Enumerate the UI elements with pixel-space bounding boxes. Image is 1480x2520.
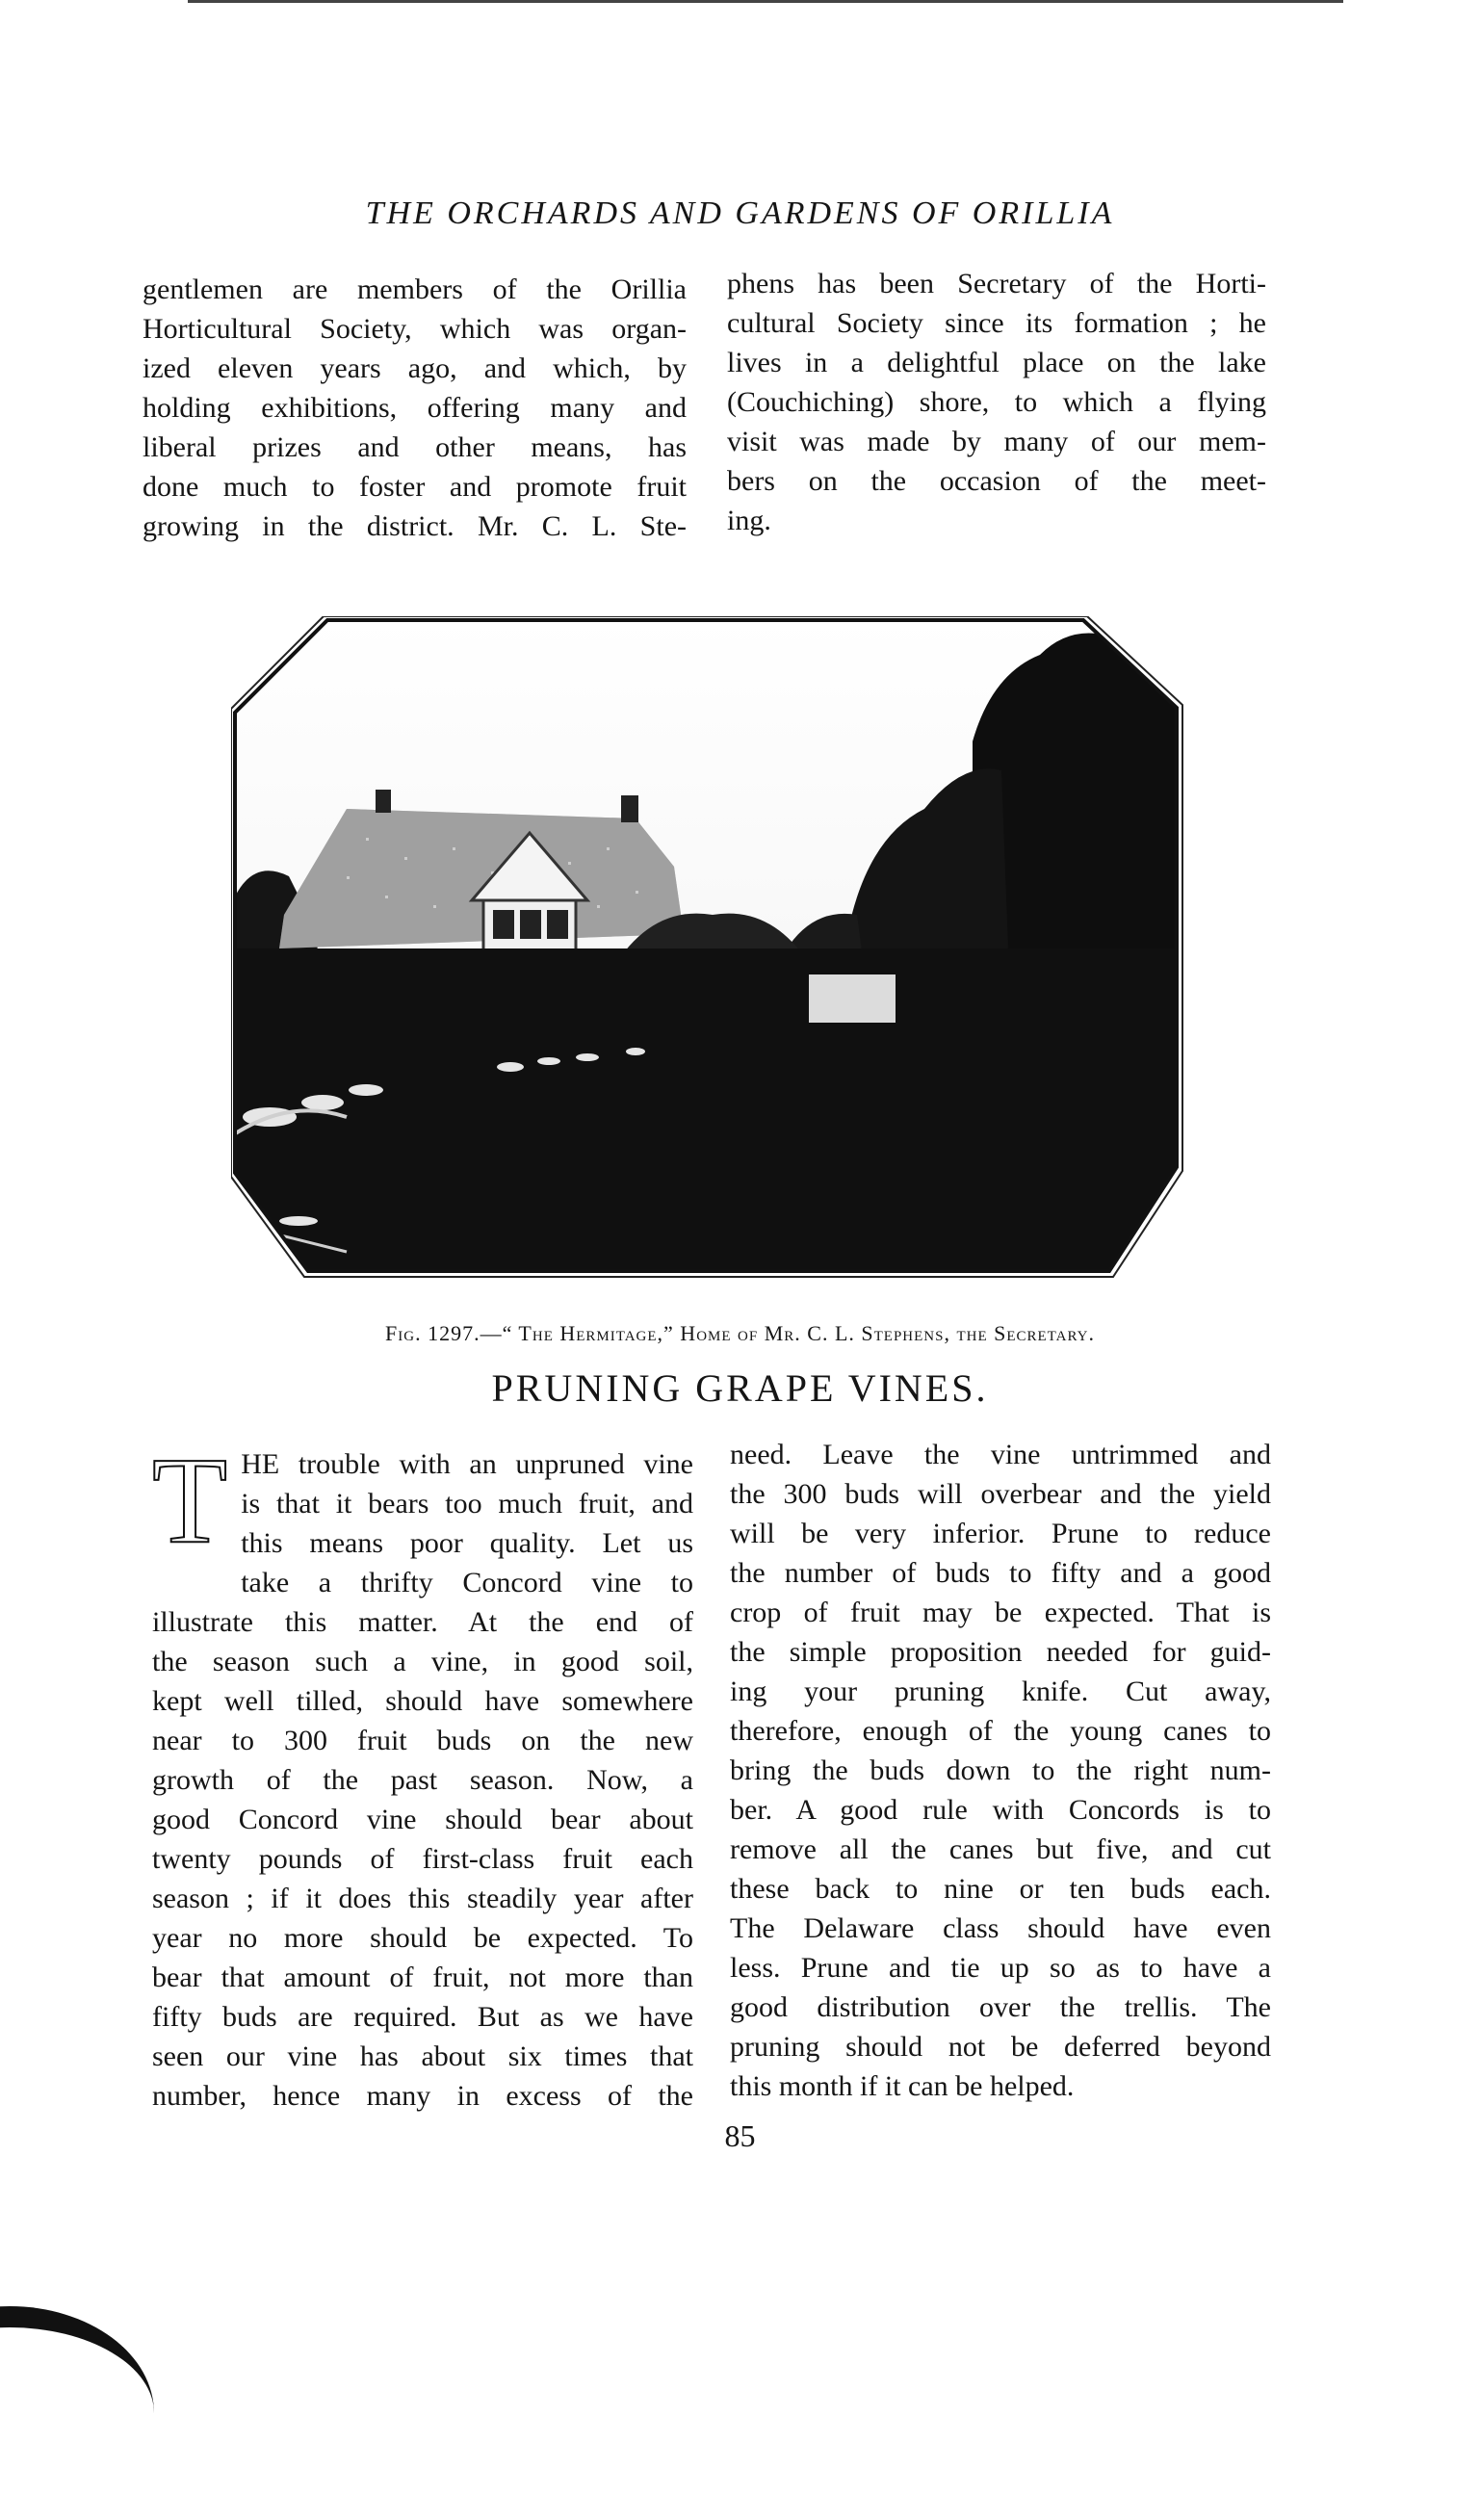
- text-line: illustrate this matter. At the end of: [152, 1606, 693, 1638]
- intro-left-column: [143, 270, 687, 546]
- text-line: visit was made by many of our mem-: [727, 426, 1266, 457]
- text-line: bear that amount of fruit, not more than: [152, 1961, 693, 1993]
- text-line: remove all the canes but five, and cut: [730, 1833, 1271, 1865]
- text-line: crop of fruit may be expected. That is: [730, 1597, 1271, 1628]
- text-line: good Concord vine should bear about: [152, 1804, 693, 1835]
- text-line: will be very inferior. Prune to reduce: [730, 1518, 1271, 1549]
- text-line: cultural Society since its formation ; he: [727, 307, 1266, 339]
- text-line: (Couchiching) shore, to which a flying: [727, 386, 1266, 418]
- text-line: near to 300 fruit buds on the new: [152, 1725, 693, 1756]
- text-line: holding exhibitions, offering many and: [143, 392, 687, 424]
- text-line: ized eleven years ago, and which, by: [143, 352, 687, 384]
- page-number: 85: [724, 2118, 756, 2153]
- text-line: fifty buds are required. But as we have: [152, 2001, 693, 2033]
- running-head: THE ORCHARDS AND GARDENS OF ORILLIA: [365, 195, 1115, 231]
- text-line: liberal prizes and other means, has: [143, 431, 687, 463]
- text-line: HE trouble with an unpruned vine: [241, 1448, 693, 1480]
- text-line: the number of buds to fifty and a good: [730, 1557, 1271, 1589]
- text-line: need. Leave the vine untrimmed and: [730, 1439, 1271, 1470]
- text-line: less. Prune and tie up so as to have a: [730, 1952, 1271, 1984]
- text-line: ing.: [727, 505, 771, 536]
- text-line: bring the buds down to the right num-: [730, 1754, 1271, 1786]
- text-line: number, hence many in excess of the: [152, 2080, 693, 2112]
- figure-caption: Fig. 1297.—“ The Hermitage,” Home of Mr. C. L. Stephens, the Secretary.: [385, 1321, 1095, 1345]
- text-line: ber. A good rule with Concords is to: [730, 1794, 1271, 1826]
- text-line: lives in a delightful place on the lake: [727, 347, 1266, 378]
- text-line: seen our vine has about six times that: [152, 2040, 693, 2072]
- text-line: season ; if it does this steadily year after: [152, 1883, 693, 1914]
- text-line: growing in the district. Mr. C. L. Ste-: [143, 510, 687, 542]
- text-line: is that it bears too much fruit, and: [241, 1488, 693, 1520]
- text-line: ing your pruning knife. Cut away,: [730, 1676, 1271, 1707]
- text-line: done much to foster and promote fruit: [143, 471, 687, 503]
- article-right-column: [730, 1435, 1271, 2106]
- text-line: this month if it can be helped.: [730, 2070, 1075, 2102]
- text-line: gentlemen are members of the Orillia: [143, 273, 687, 305]
- top-edge-rule: [188, 0, 1343, 3]
- intro-right-column: [727, 264, 1266, 540]
- article-left-column: [152, 1432, 693, 2116]
- section-title: PRUNING GRAPE VINES.: [491, 1366, 989, 1410]
- text-line: these back to nine or ten buds each.: [730, 1873, 1271, 1905]
- text-line: the simple proposition needed for guid-: [730, 1636, 1271, 1668]
- text-line: bers on the occasion of the meet-: [727, 465, 1266, 497]
- text-line: Horticultural Society, which was organ-: [143, 313, 687, 345]
- text-line: growth of the past season. Now, a: [152, 1764, 693, 1796]
- text-line: good distribution over the trellis. The: [730, 1991, 1271, 2023]
- text-line: the season such a vine, in good soil,: [152, 1646, 693, 1677]
- hermitage-photograph: [231, 616, 1184, 1281]
- text-line: kept well tilled, should have somewhere: [152, 1685, 693, 1717]
- text-line: twenty pounds of first-class fruit each: [152, 1843, 693, 1875]
- text-line: this means poor quality. Let us: [241, 1527, 693, 1559]
- text-line: phens has been Secretary of the Horti-: [727, 268, 1266, 299]
- scan-corner-shadow: [0, 2306, 154, 2520]
- text-line: therefore, enough of the young canes to: [730, 1715, 1271, 1747]
- text-line: take a thrifty Concord vine to: [241, 1567, 693, 1598]
- text-line: The Delaware class should have even: [730, 1912, 1271, 1944]
- drop-cap: T: [152, 1432, 228, 1569]
- text-line: year no more should be expected. To: [152, 1922, 693, 1954]
- text-line: the 300 buds will overbear and the yield: [730, 1478, 1271, 1510]
- text-line: pruning should not be deferred beyond: [730, 2031, 1271, 2063]
